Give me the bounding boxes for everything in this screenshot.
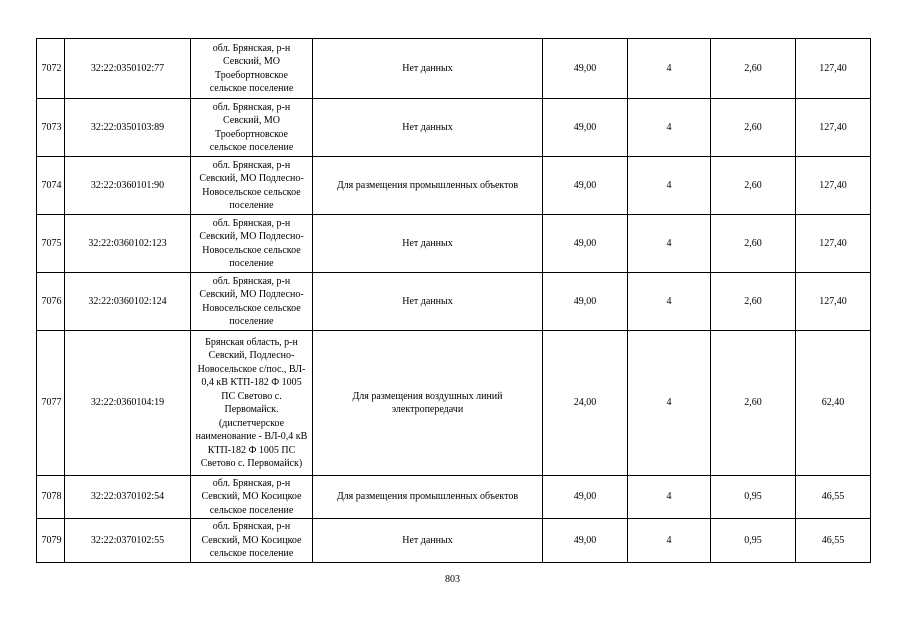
table-row — [37, 157, 871, 215]
address-cell: обл. Брянская, р-н Севский, МО Троебортновское сельское поселение — [191, 39, 313, 99]
address-cell: Брянская область, р-н Севский, Подлесно- Новосельское с/пос., ВЛ- 0,4 кВ КТП-182 Ф 1005 ПС Светово с. Первомайск. (диспетчерское наименование - ВЛ-0,4 кВ КТП-182 Ф 1005 ПС Светово с. Первомайск) — [191, 331, 313, 476]
cadastral-number-cell: 32:22:0370102:55 — [65, 519, 191, 563]
row-number-cell: 7075 — [37, 215, 65, 273]
row-number-cell: 7077 — [37, 331, 65, 476]
table-row — [37, 273, 871, 331]
value-cell-8: 127,40 — [796, 157, 871, 215]
value-cell-7: 2,60 — [711, 157, 796, 215]
cadastral-number-cell: 32:22:0360101:90 — [65, 157, 191, 215]
address-cell: обл. Брянская, р-н Севский, МО Косицкое сельское поселение — [191, 476, 313, 519]
value-cell-7: 2,60 — [711, 99, 796, 157]
value-cell-7: 0,95 — [711, 476, 796, 519]
value-cell-8: 127,40 — [796, 99, 871, 157]
value-cell-5: 49,00 — [543, 39, 628, 99]
cadastral-number-cell: 32:22:0360102:124 — [65, 273, 191, 331]
value-cell-7: 2,60 — [711, 215, 796, 273]
value-cell-6: 4 — [628, 39, 711, 99]
value-cell-7: 2,60 — [711, 39, 796, 99]
purpose-cell: Для размещения промышленных объектов — [313, 157, 543, 215]
purpose-cell: Для размещения воздушных линий электропередачи — [313, 331, 543, 476]
cadastral-number-cell: 32:22:0350102:77 — [65, 39, 191, 99]
table-row — [37, 519, 871, 563]
value-cell-5: 24,00 — [543, 331, 628, 476]
row-number-cell: 7073 — [37, 99, 65, 157]
value-cell-8: 127,40 — [796, 273, 871, 331]
value-cell-6: 4 — [628, 157, 711, 215]
purpose-cell: Нет данных — [313, 519, 543, 563]
purpose-cell: Нет данных — [313, 215, 543, 273]
value-cell-8: 127,40 — [796, 215, 871, 273]
address-cell: обл. Брянская, р-н Севский, МО Подлесно- Новосельское сельское поселение — [191, 215, 313, 273]
address-cell: обл. Брянская, р-н Севский, МО Косицкое сельское поселение — [191, 519, 313, 563]
value-cell-7: 0,95 — [711, 519, 796, 563]
address-cell: обл. Брянская, р-н Севский, МО Троебортновское сельское поселение — [191, 99, 313, 157]
page-number: 803 — [445, 574, 460, 585]
value-cell-6: 4 — [628, 273, 711, 331]
cadastral-number-cell: 32:22:0370102:54 — [65, 476, 191, 519]
value-cell-8: 62,40 — [796, 331, 871, 476]
purpose-cell: Нет данных — [313, 273, 543, 331]
value-cell-7: 2,60 — [711, 331, 796, 476]
row-number-cell: 7072 — [37, 39, 65, 99]
cadastral-number-cell: 32:22:0360102:123 — [65, 215, 191, 273]
value-cell-5: 49,00 — [543, 519, 628, 563]
row-number-cell: 7079 — [37, 519, 65, 563]
table-row — [37, 331, 871, 476]
value-cell-5: 49,00 — [543, 215, 628, 273]
value-cell-8: 46,55 — [796, 476, 871, 519]
value-cell-6: 4 — [628, 331, 711, 476]
value-cell-5: 49,00 — [543, 476, 628, 519]
value-cell-7: 2,60 — [711, 273, 796, 331]
value-cell-6: 4 — [628, 215, 711, 273]
value-cell-5: 49,00 — [543, 157, 628, 215]
value-cell-5: 49,00 — [543, 99, 628, 157]
address-cell: обл. Брянская, р-н Севский, МО Подлесно- Новосельское сельское поселение — [191, 157, 313, 215]
purpose-cell: Для размещения промышленных объектов — [313, 476, 543, 519]
table-row — [37, 99, 871, 157]
value-cell-5: 49,00 — [543, 273, 628, 331]
row-number-cell: 7078 — [37, 476, 65, 519]
value-cell-6: 4 — [628, 519, 711, 563]
purpose-cell: Нет данных — [313, 39, 543, 99]
value-cell-8: 46,55 — [796, 519, 871, 563]
value-cell-6: 4 — [628, 476, 711, 519]
table-row — [37, 39, 871, 99]
address-cell: обл. Брянская, р-н Севский, МО Подлесно- Новосельское сельское поселение — [191, 273, 313, 331]
table-row — [37, 476, 871, 519]
value-cell-8: 127,40 — [796, 39, 871, 99]
land-register-table — [36, 38, 871, 563]
value-cell-6: 4 — [628, 99, 711, 157]
row-number-cell: 7074 — [37, 157, 65, 215]
cadastral-number-cell: 32:22:0350103:89 — [65, 99, 191, 157]
purpose-cell: Нет данных — [313, 99, 543, 157]
cadastral-number-cell: 32:22:0360104:19 — [65, 331, 191, 476]
table-row — [37, 215, 871, 273]
row-number-cell: 7076 — [37, 273, 65, 331]
